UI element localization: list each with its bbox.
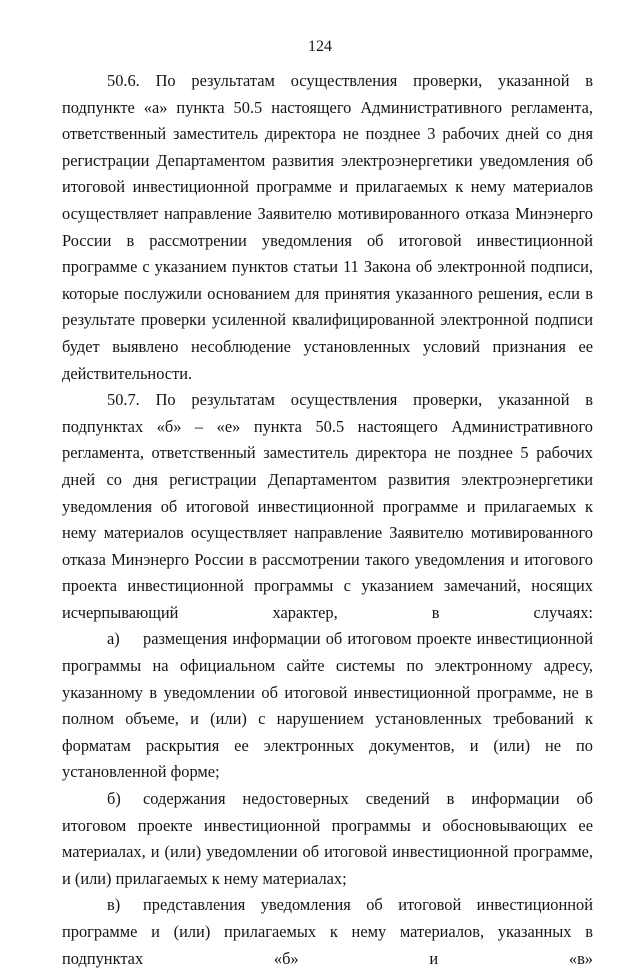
list-item-marker: в) — [107, 895, 121, 915]
document-body — [62, 68, 593, 972]
paragraph-50-6: 50.6. По результатам осуществления проверки, указанной в подпункте «а» пункта 50.5 настоящего Административного регламента, ответственный заместитель директора не позднее 3 рабочих дней со дня регистрации Департаментом развития электроэнергетики уведомления об итоговой инвестиционной программе и прилагаемых к нему материалов осуществляет направление Заявителю мотивированного отказа Минэнерго России в рассмотрении уведомления об итоговой инвестиционной программе с указанием пунктов статьи 11 Закона об электронной подписи, которые послужили основанием для принятия указанного решения, если в результате проверки усиленной квалифицированной электронной подписи будет выявлено несоблюдение установленных условий признания ее действительности. — [62, 71, 593, 383]
list-item-text: содержания недостоверных сведений в информации об итоговом проекте инвестиционной программы и обосновывающих ее материалах, и (или) уведомлении об итоговой инвестиционной программе, и (или) прилагаемых к нему материалах; — [62, 789, 593, 888]
list-item-marker: б) — [107, 789, 121, 809]
list-item-a — [62, 626, 593, 786]
list-item-text: представления уведомления об итоговой инвестиционной программе и (или) прилагаемых к нему материалов, указанных в подпунктах «б» и «в» — [62, 895, 593, 968]
list-item-text: размещения информации об итоговом проекте инвестиционной программы на официальном сайте системы по электронному адресу, указанному в уведомлении об итоговой инвестиционной программе, не в полном объеме, и (или) с нарушением установленных требований к форматам раскрытия ее электронных документов, и (или) не по установленной форме; — [62, 629, 593, 782]
list-item-marker: а) — [107, 629, 120, 649]
list-item-b — [62, 786, 593, 892]
page-number: 124 — [308, 38, 332, 55]
paragraph-50-7: 50.7. По результатам осуществления проверки, указанной в подпунктах «б» – «е» пункта 50.5 настоящего Административного регламента, ответственный заместитель директора не позднее 5 рабочих дней со дня регистрации Департаментом развития электроэнергетики уведомления об итоговой инвестиционной программе и прилагаемых к нему материалов осуществляет направление Заявителю мотивированного отказа Минэнерго России в рассмотрении такого уведомления и итогового проекта инвестиционной программы с указанием замечаний, носящих исчерпывающий характер, в случаях: — [62, 390, 593, 622]
list-item-v — [62, 892, 593, 972]
